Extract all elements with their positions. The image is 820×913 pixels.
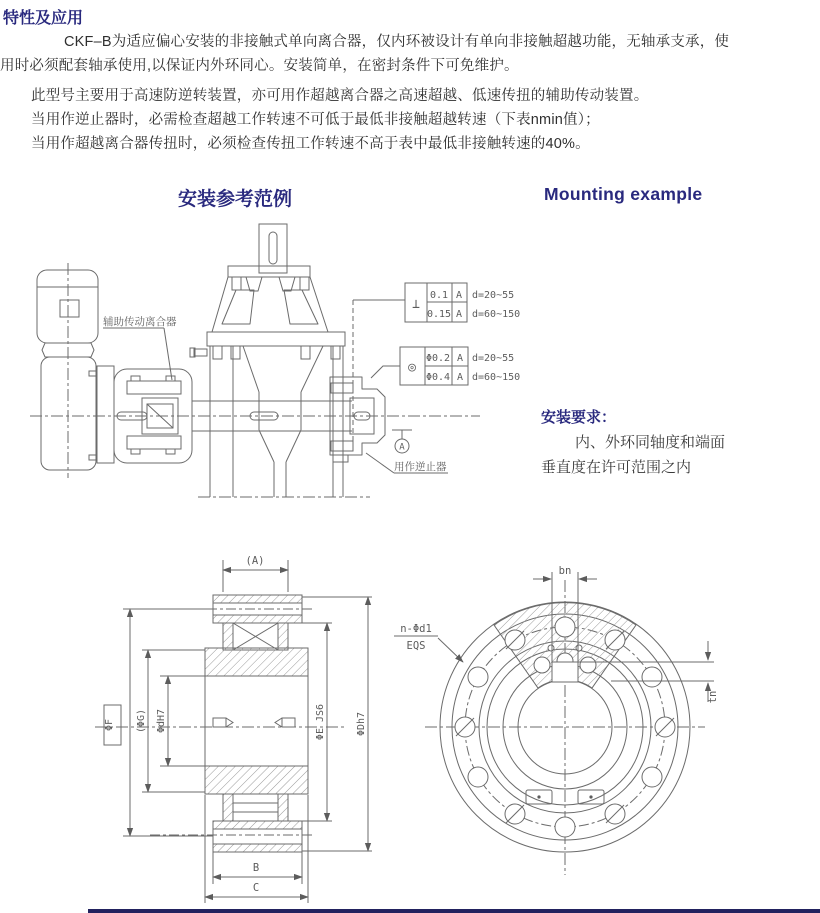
front-view [425,580,705,875]
backstop-label: 用作逆止器 [394,461,447,473]
svg-text:A: A [455,309,463,320]
page-title: 特性及应用 [3,10,84,27]
intro-line: 当用作超越离合器传扭时，必须检查传扭工作转速不高于表中最低非接触转速的40%。 [31,136,590,152]
intro-line: 用时必须配套轴承使用,以保证内外环同心。安装简单，在密封条件下可免维护。 [0,58,519,74]
section-heading-cn: 安装参考范例 [178,189,293,210]
installation-requirements [541,405,811,480]
requirements-title: 安装要求： [541,409,617,426]
svg-text:d=20~55: d=20~55 [472,290,515,301]
dim-F: ΦF [104,718,115,732]
intro-line: 当用作逆止器时，必需检查超越工作转速不可低于最低非接触超越转速（下表nmin值）； [31,112,600,128]
dim-B: B [252,862,260,874]
aux-clutch [89,366,192,463]
dim-bn: bn [558,565,572,577]
svg-text:A: A [456,372,464,383]
backstop-clutch [330,377,385,462]
requirements-line: 垂直度在许可范围之内 [541,459,692,476]
perpendicularity-icon: ⊥ [412,297,420,312]
concentricity-icon: ◎ [408,360,416,375]
aux-clutch-label: 辅助传动离合器 [103,316,177,328]
dim-EJS6: ΦE JS6 [315,703,326,741]
dim-dH7: ΦdH7 [156,708,167,734]
svg-text:0.15: 0.15 [426,309,452,320]
requirements-line: 内、外环同轴度和端面 [575,434,726,451]
footer-rule [88,909,820,913]
dim-C: C [252,882,260,894]
svg-text:A: A [455,290,463,301]
gearbox [190,224,370,497]
holes-callout-bottom: EQS [406,640,426,652]
dim-tn: tn [707,690,719,704]
section-heading-en: Mounting example [544,184,703,204]
svg-text:Φ0.2: Φ0.2 [425,353,451,364]
svg-text:A: A [456,353,464,364]
intro-line: CKF–B为适应偏心安装的非接触式单向离合器，仅内环被设计有单向非接触超越功能，无轴承支承，使 [64,34,730,50]
svg-text:d=60~150: d=60~150 [472,372,521,383]
svg-text:Φ0.4: Φ0.4 [425,372,451,383]
datum-label: A [399,442,405,453]
svg-text:0.1: 0.1 [429,290,449,301]
dimension-drawing [0,530,820,913]
intro-paragraphs [0,30,820,156]
dim-A: (A) [245,555,265,567]
dim-G: (ΦG) [136,708,147,734]
svg-text:d=60~150: d=60~150 [472,309,521,320]
intro-line: 此型号主要用于高速防逆转装置，亦可用作超越离合器之高速超越、低速传扭的辅助传动装置。 [31,88,649,104]
svg-text:d=20~55: d=20~55 [472,353,515,364]
holes-callout-top: n-Φd1 [400,623,432,635]
dim-Dh7: ΦDh7 [356,711,367,737]
